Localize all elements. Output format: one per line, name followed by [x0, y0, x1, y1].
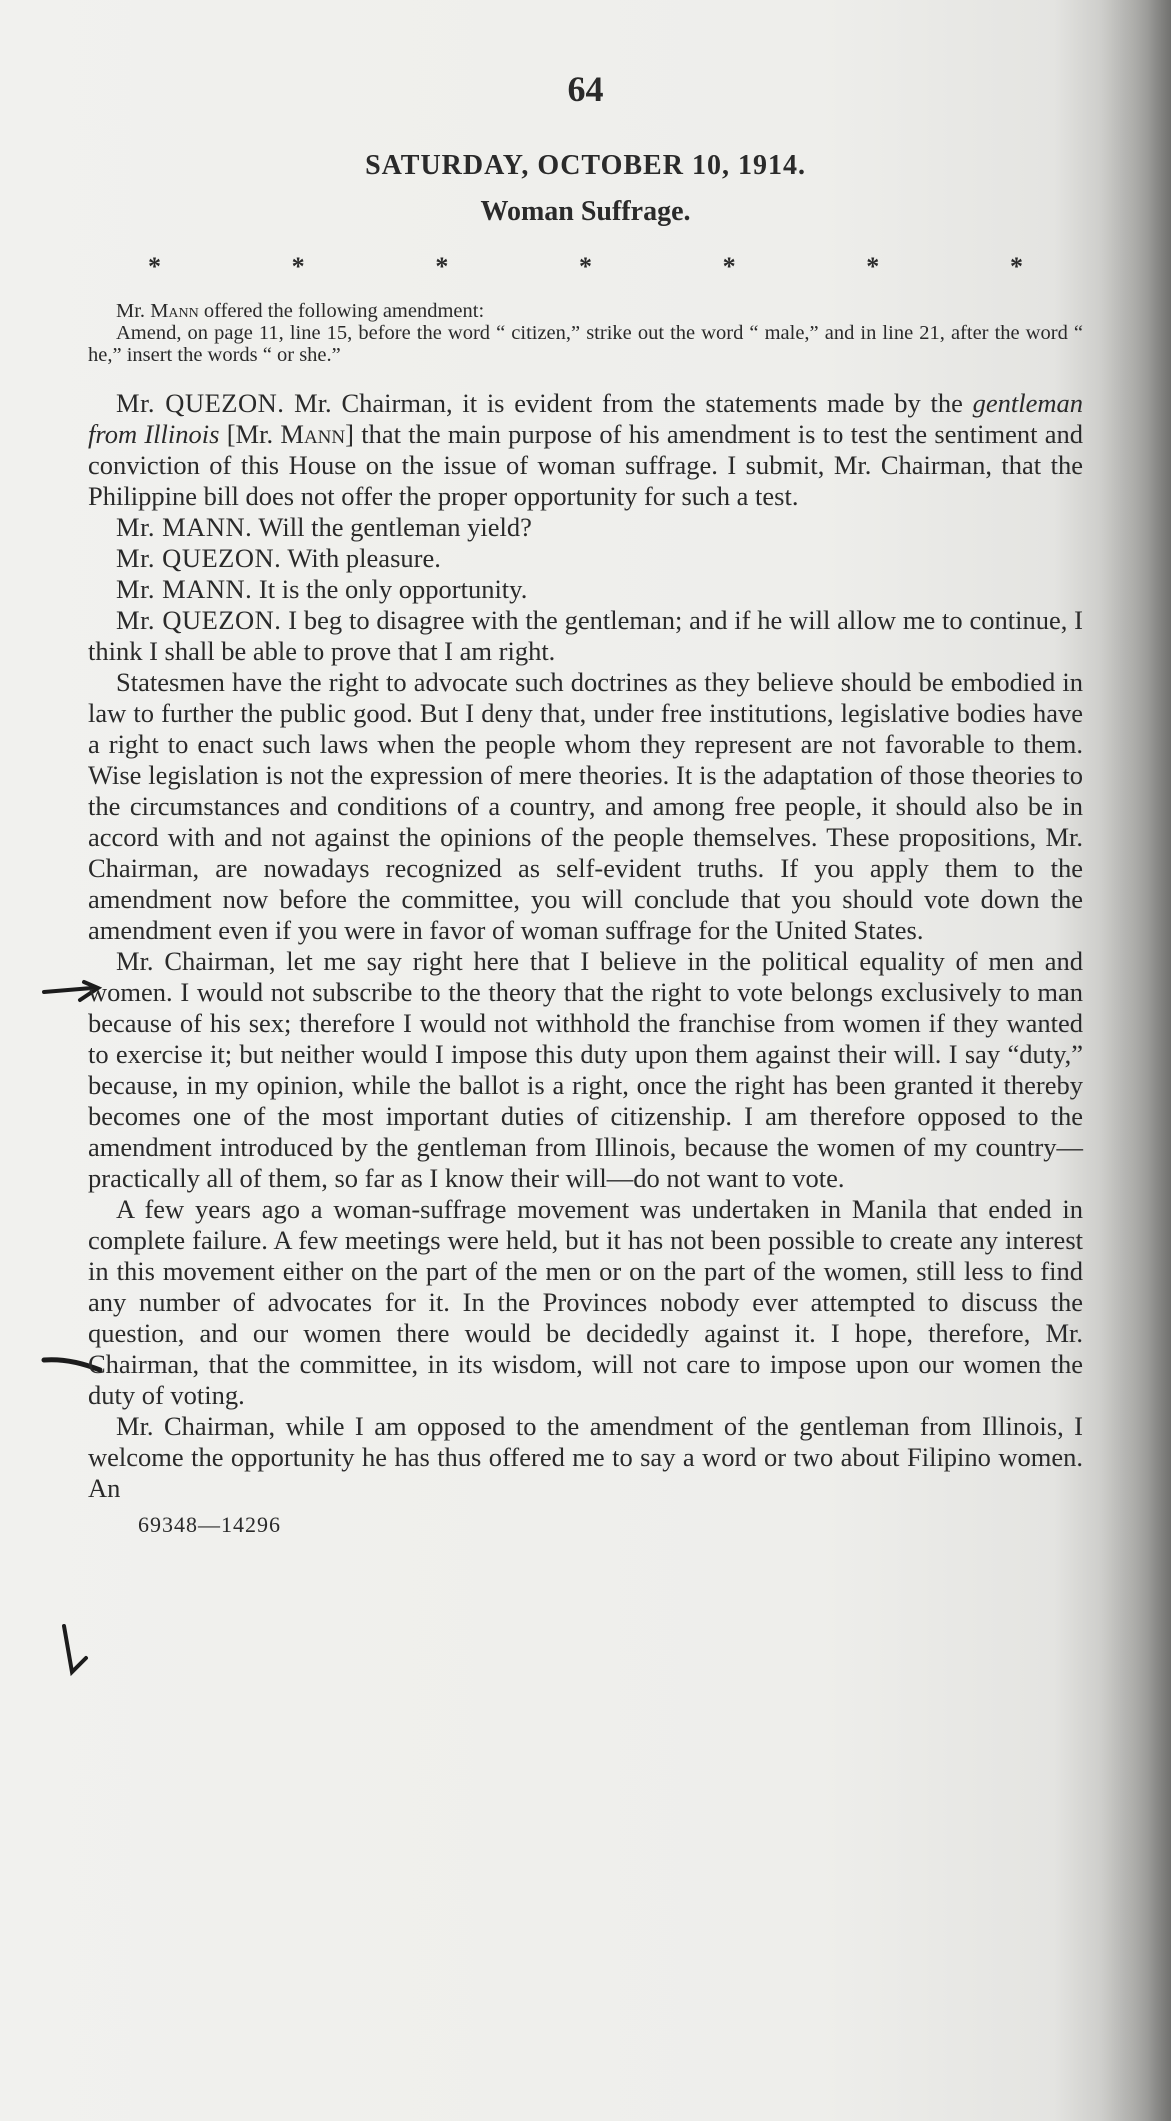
section-break-stars — [88, 252, 1083, 282]
speaker-name: Mr. QUEZON. — [116, 543, 282, 573]
footer-print-code: 69348—14296 — [138, 1512, 281, 1537]
binding-shadow — [1101, 0, 1171, 2121]
speaker-name: Mr. MANN. — [116, 512, 253, 542]
speaker-name: Mr. QUEZON. — [116, 388, 285, 418]
amendment-intro: Mr. Mann offered the following amendment: — [116, 300, 485, 322]
star: * — [578, 252, 592, 281]
paragraph-mann-2: Mr. MANN. It is the only opportunity. — [116, 574, 528, 604]
paragraph-quezon-3: Mr. QUEZON. I beg to disagree with the gentleman; and if he will allow me to continue, I think I shall be able to prove that I am right. — [88, 605, 1083, 666]
paragraph-statesmen: Statesmen have the right to advocate such doctrines as they believe should be embodied in law to further the public good. But I deny that, under free institutions, legislative bodies have a right to enact such laws when the people whom they represent are not favorable to them. Wise legislation is not the expression of mere theories. It is the adaptation of those theories to the circumstances and conditions of a country, and among free people, it should also be in accord with and not against the opinions of the people themselves. These propositions, Mr. Chairman, are nowadays recognized as self-evident truths. If you apply them to the amendment now before the committee, you will conclude that you should vote down the amendment even if you were in favor of woman suffrage for the United States. — [88, 667, 1083, 945]
document-content — [88, 60, 1083, 1538]
paragraph-quezon-2: Mr. QUEZON. With pleasure. — [116, 543, 441, 573]
amendment-text: Amend, on page 11, line 15, before the word “ citizen,” strike out the word “ male,” and in line 21, after the word “ he,” insert the words “ or she.” — [88, 322, 1083, 366]
section-title: Woman Suffrage. — [480, 196, 691, 227]
date-heading: SATURDAY, OCTOBER 10, 1914. — [365, 150, 806, 181]
star: * — [722, 252, 736, 281]
speaker-name: Mr. MANN. — [116, 574, 253, 604]
margin-bracket-mark — [58, 1622, 98, 1682]
page-number: 64 — [567, 69, 604, 109]
amendment-intro-name: Mann — [150, 300, 199, 322]
star: * — [866, 252, 880, 281]
star: * — [435, 252, 449, 281]
paragraph-political-equality: Mr. Chairman, let me say right here that I believe in the political equality of men and women. I would not subscribe to the theory that the right to vote belongs exclusively to man because of his sex; therefore I would not withhold the franchise from women if they wanted to exercise it; but neither would I impose this duty upon them against their will. I say “duty,” because, in my opinion, while the ballot is a right, once the right has been granted it thereby becomes one of the most important duties of citizenship. I am therefore opposed to the amendment introduced by the gentleman from Illinois, because the women of my country—practically all of them, so far as I know their will—do not want to vote. — [88, 946, 1083, 1193]
star: * — [148, 252, 161, 281]
speaker-name: Mr. QUEZON. — [116, 605, 282, 635]
star: * — [291, 252, 305, 281]
paragraph-quezon-1: Mr. QUEZON. Mr. Chairman, it is evident from the statements made by the gentleman from Illinois [Mr. Mann] that the main purpose of his amendment is to test the sentiment and conviction of this House on the issue of woman suffrage. I submit, Mr. Chairman, that the Philippine bill does not offer the proper opportunity for such a test. — [88, 388, 1083, 511]
star: * — [1009, 252, 1023, 281]
paragraph-filipino-women: Mr. Chairman, while I am opposed to the amendment of the gentleman from Illinois, I welcome the opportunity he has thus offered me to say a word or two about Filipino women. An — [88, 1411, 1083, 1503]
paragraph-mann-1: Mr. MANN. Will the gentleman yield? — [116, 512, 532, 542]
paragraph-manila-movement: A few years ago a woman-suffrage movement was undertaken in Manila that ended in complete failure. A few meetings were held, but it has not been possible to create any interest in this movement either on the part of the men or on the part of the women, still less to find any number of advocates for it. In the Provinces nobody ever attempted to discuss the question, and our women there would be decidedly against it. I hope, therefore, Mr. Chairman, that the committee, in its wisdom, will not care to impose upon our women the duty of voting. — [88, 1194, 1083, 1410]
